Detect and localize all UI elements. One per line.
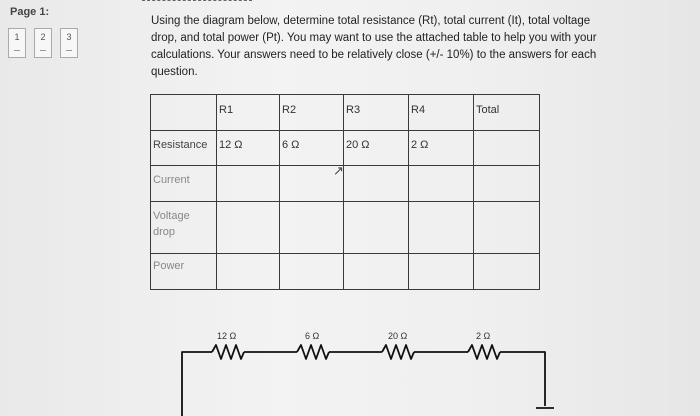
resistor-r3-symbol xyxy=(382,345,414,359)
table-cell: 20 Ω xyxy=(344,131,409,166)
resistor-r2-label: 6 Ω xyxy=(305,331,320,341)
row-label: Power xyxy=(151,254,217,290)
page-thumbnail-2[interactable]: 2 xyxy=(34,28,52,58)
table-cell: 6 Ω xyxy=(280,131,344,166)
question-text: Using the diagram below, determine total resistance (Rt), total current (It), total voltage drop, and total power (Pt). You may want to use the attached table to help you with your calculations. Your answers need to be relatively close (+/- 10%) to the answers for each question. xyxy=(151,15,597,78)
resistor-r4-symbol xyxy=(468,345,500,359)
row-label: Current xyxy=(151,166,217,202)
resistor-r3-label: 20 Ω xyxy=(388,331,408,341)
table-header-cell: R2 xyxy=(280,95,344,131)
mouse-cursor-icon: ↗ xyxy=(333,163,344,178)
page-thumbnail-3[interactable]: 3 xyxy=(60,28,78,58)
table-header-cell: R1 xyxy=(217,95,280,131)
table-header-cell: R4 xyxy=(409,95,474,131)
table-header-cell: R3 xyxy=(344,95,409,131)
table-cell: 2 Ω xyxy=(409,131,474,166)
resistor-r1-label: 12 Ω xyxy=(217,331,237,341)
row-label: Resistance xyxy=(151,131,217,166)
table-header-cell: Total xyxy=(474,95,540,131)
resistor-r1-symbol xyxy=(212,345,244,359)
table-cell: 12 Ω xyxy=(217,131,280,166)
page-label: Page 1: xyxy=(10,6,50,18)
page-thumbnail-1[interactable]: 1 xyxy=(8,28,26,58)
circuit-wire xyxy=(500,352,545,406)
resistor-r2-symbol xyxy=(297,345,329,359)
circuit-wire xyxy=(182,352,212,416)
row-label: Voltage drop xyxy=(151,202,217,254)
resistor-r4-label: 2 Ω xyxy=(476,331,491,341)
